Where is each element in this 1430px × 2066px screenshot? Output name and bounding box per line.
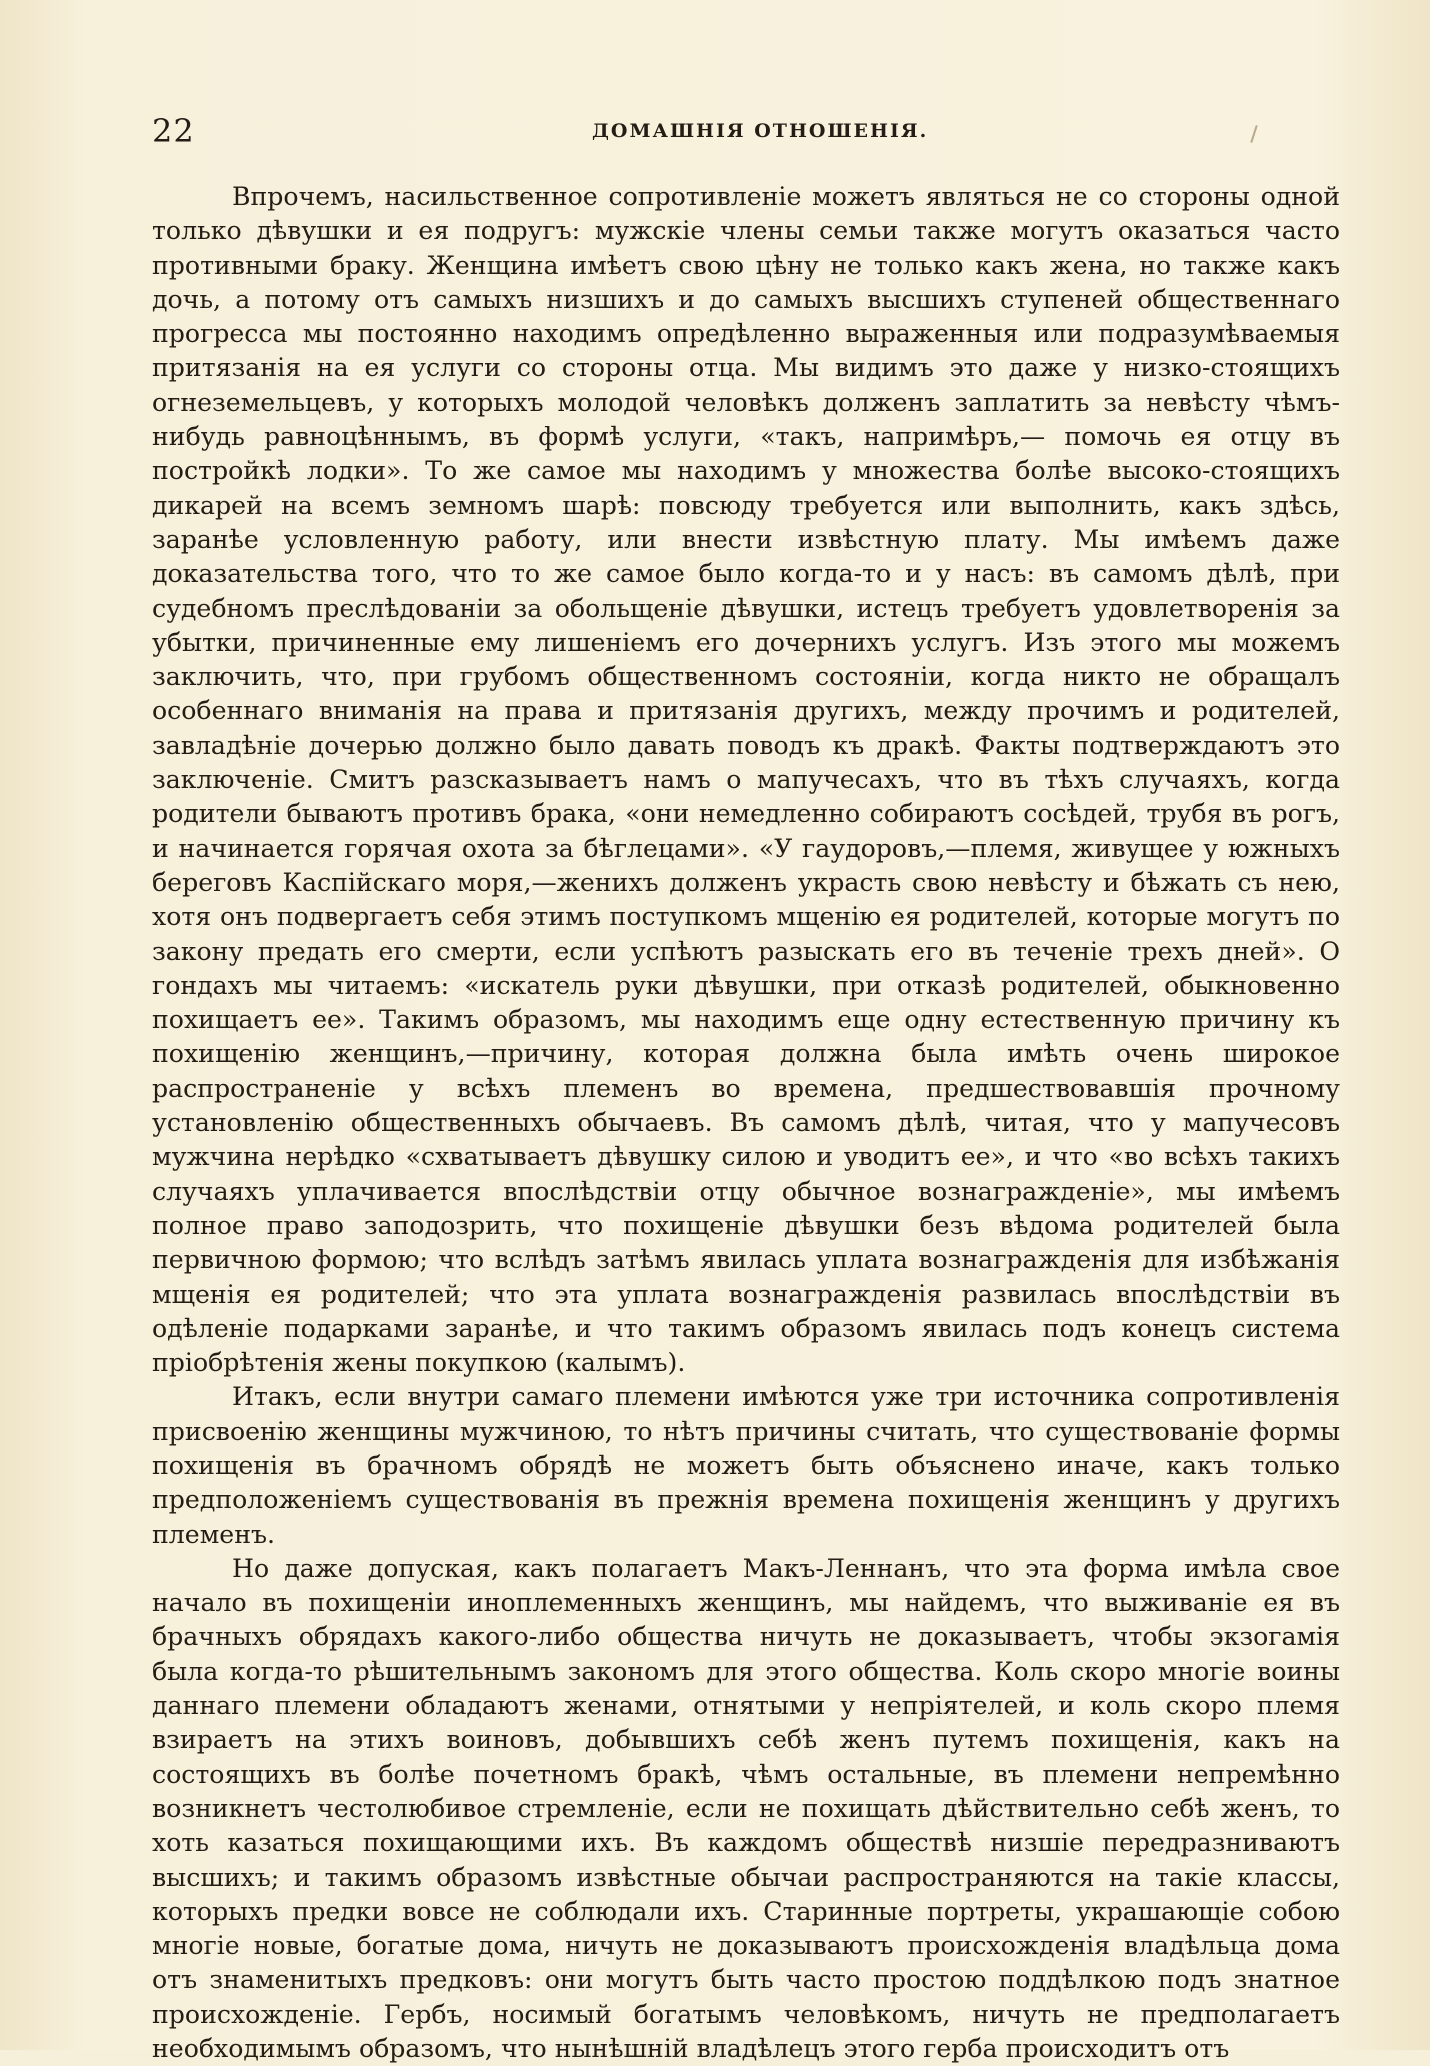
page-header bbox=[152, 112, 1340, 152]
page-number: 22 bbox=[152, 112, 195, 150]
paragraph: Итакъ, если внутри самаго племени имѣются уже три источника сопротивленія присвоенію женщины мужчиною, то нѣтъ причины считать, что существованіе формы похищенія въ брачномъ обрядѣ не можетъ быть объяснено иначе, какъ только предположеніемъ существованія въ прежнія времена похищенія женщинъ у другихъ племенъ. bbox=[152, 1382, 1340, 1549]
body-text bbox=[152, 180, 1340, 2066]
paragraph: Впрочемъ, насильственное сопротивленіе можетъ являться не со стороны одной только дѣвушки и ея подругъ: мужскіе члены семьи также могутъ оказаться часто противными браку. Женщина имѣетъ свою цѣну не только какъ жена, но также какъ дочь, а потому отъ самыхъ низшихъ и до самыхъ высшихъ ступеней общественнаго прогресса мы постоянно находимъ опредѣленно выраженныя или подразумѣваемыя притязанія на ея услуги со стороны отца. Мы видимъ это даже у низко-стоящихъ огнеземельцевъ, у которыхъ молодой человѣкъ долженъ заплатить за невѣсту чѣмъ-нибудь равноцѣннымъ, въ формѣ услуги, «такъ, напримѣръ,— помочь ея отцу въ постройкѣ лодки». То же самое мы находимъ у множества болѣе высоко-стоящихъ дикарей на всемъ земномъ шарѣ: повсюду требуется или выполнить, какъ здѣсь, заранѣе условленную работу, или внести извѣстную плату. Мы имѣемъ даже доказательства того, что то же самое было когда-то и у насъ: въ самомъ дѣлѣ, при судебномъ преслѣдованіи за обольщеніе дѣвушки, истецъ требуетъ удовлетворенія за убытки, причиненные ему лишеніемъ его дочернихъ услугъ. Изъ этого мы можемъ заключить, что, при грубомъ общественномъ состояніи, когда никто не обращалъ особеннаго вниманія на права и притязанія другихъ, между прочимъ и родителей, завладѣніе дочерью должно было давать поводъ къ дракѣ. Факты подтверждаютъ это заключеніе. Смитъ разсказываетъ намъ о мапучесахъ, что въ тѣхъ случаяхъ, когда родители бываютъ противъ брака, «они немедленно собираютъ сосѣдей, трубя въ рогъ, и начинается горячая охота за бѣглецами». «У гаудоровъ,—племя, живущее у южныхъ береговъ Каспійскаго моря,—женихъ долженъ украсть свою невѣсту и бѣжать съ нею, хотя онъ подвергаетъ себя этимъ поступкомъ мщенію ея родителей, которые могутъ по закону предать его смерти, если успѣютъ разыскать его въ теченіе трехъ дней». О гондахъ мы читаемъ: «искатель руки дѣвушки, при отказѣ родителей, обыкновенно похищаетъ ее». Такимъ образомъ, мы находимъ еще одну естественную причину къ похищенію женщинъ,—причину, которая должна была имѣть очень широкое распространеніе у всѣхъ племенъ во времена, предшествовавшія прочному установленію общественныхъ обычаевъ. Въ самомъ дѣлѣ, читая, что у мапучесовъ мужчина нерѣдко «схватываетъ дѣвушку силою и уводитъ ее», и что «во всѣхъ такихъ случаяхъ уплачивается впослѣдствіи отцу обычное вознагражденіе», мы имѣемъ полное право заподозрить, что похищеніе дѣвушки безъ вѣдома родителей была первичною формою; что вслѣдъ затѣмъ явилась уплата вознагражденія для избѣжанія мщенія ея родителей; что эта уплата вознагражденія развилась впослѣдствіи въ одѣленіе подарками заранѣе, и что такимъ образомъ явилась подъ конецъ система пріобрѣтенія жены покупкою (калымъ). bbox=[152, 182, 1340, 1378]
running-title: ДОМАШНІЯ ОТНОШЕНІЯ. bbox=[592, 120, 929, 142]
paragraph: Но даже допуская, какъ полагаетъ Макъ-Леннанъ, что эта форма имѣла свое начало въ похищеніи иноплеменныхъ женщинъ, мы найдемъ, что выживаніе ея въ брачныхъ обрядахъ какого-либо общества ничуть не доказываетъ, чтобы экзогамія была когда-то рѣшительнымъ закономъ для этого общества. Коль скоро многіе воины даннаго племени обладаютъ женами, отнятыми у непріятелей, и коль скоро племя взираетъ на этихъ воиновъ, добывшихъ себѣ женъ путемъ похищенія, какъ на состоящихъ въ болѣе почетномъ бракѣ, чѣмъ остальные, въ племени непремѣнно возникнетъ честолюбивое стремленіе, если не похищать дѣйствительно себѣ женъ, то хоть казаться похищающими ихъ. Въ каждомъ обществѣ низшіе передразниваютъ высшихъ; и такимъ образомъ извѣстные обычаи распространяются на такіе классы, которыхъ предки вовсе не соблюдали ихъ. Старинные портреты, украшающіе собою многіе новые, богатые дома, ничуть не доказываютъ происхожденія владѣльца дома отъ знаменитыхъ предковъ: они могутъ быть часто простою поддѣлкою подъ знатное происхожденіе. Гербъ, носимый богатымъ человѣкомъ, ничуть не предполагаетъ необходимымъ образомъ, что нынѣшній владѣлецъ этого герба происходитъ отъ bbox=[152, 1553, 1340, 2064]
